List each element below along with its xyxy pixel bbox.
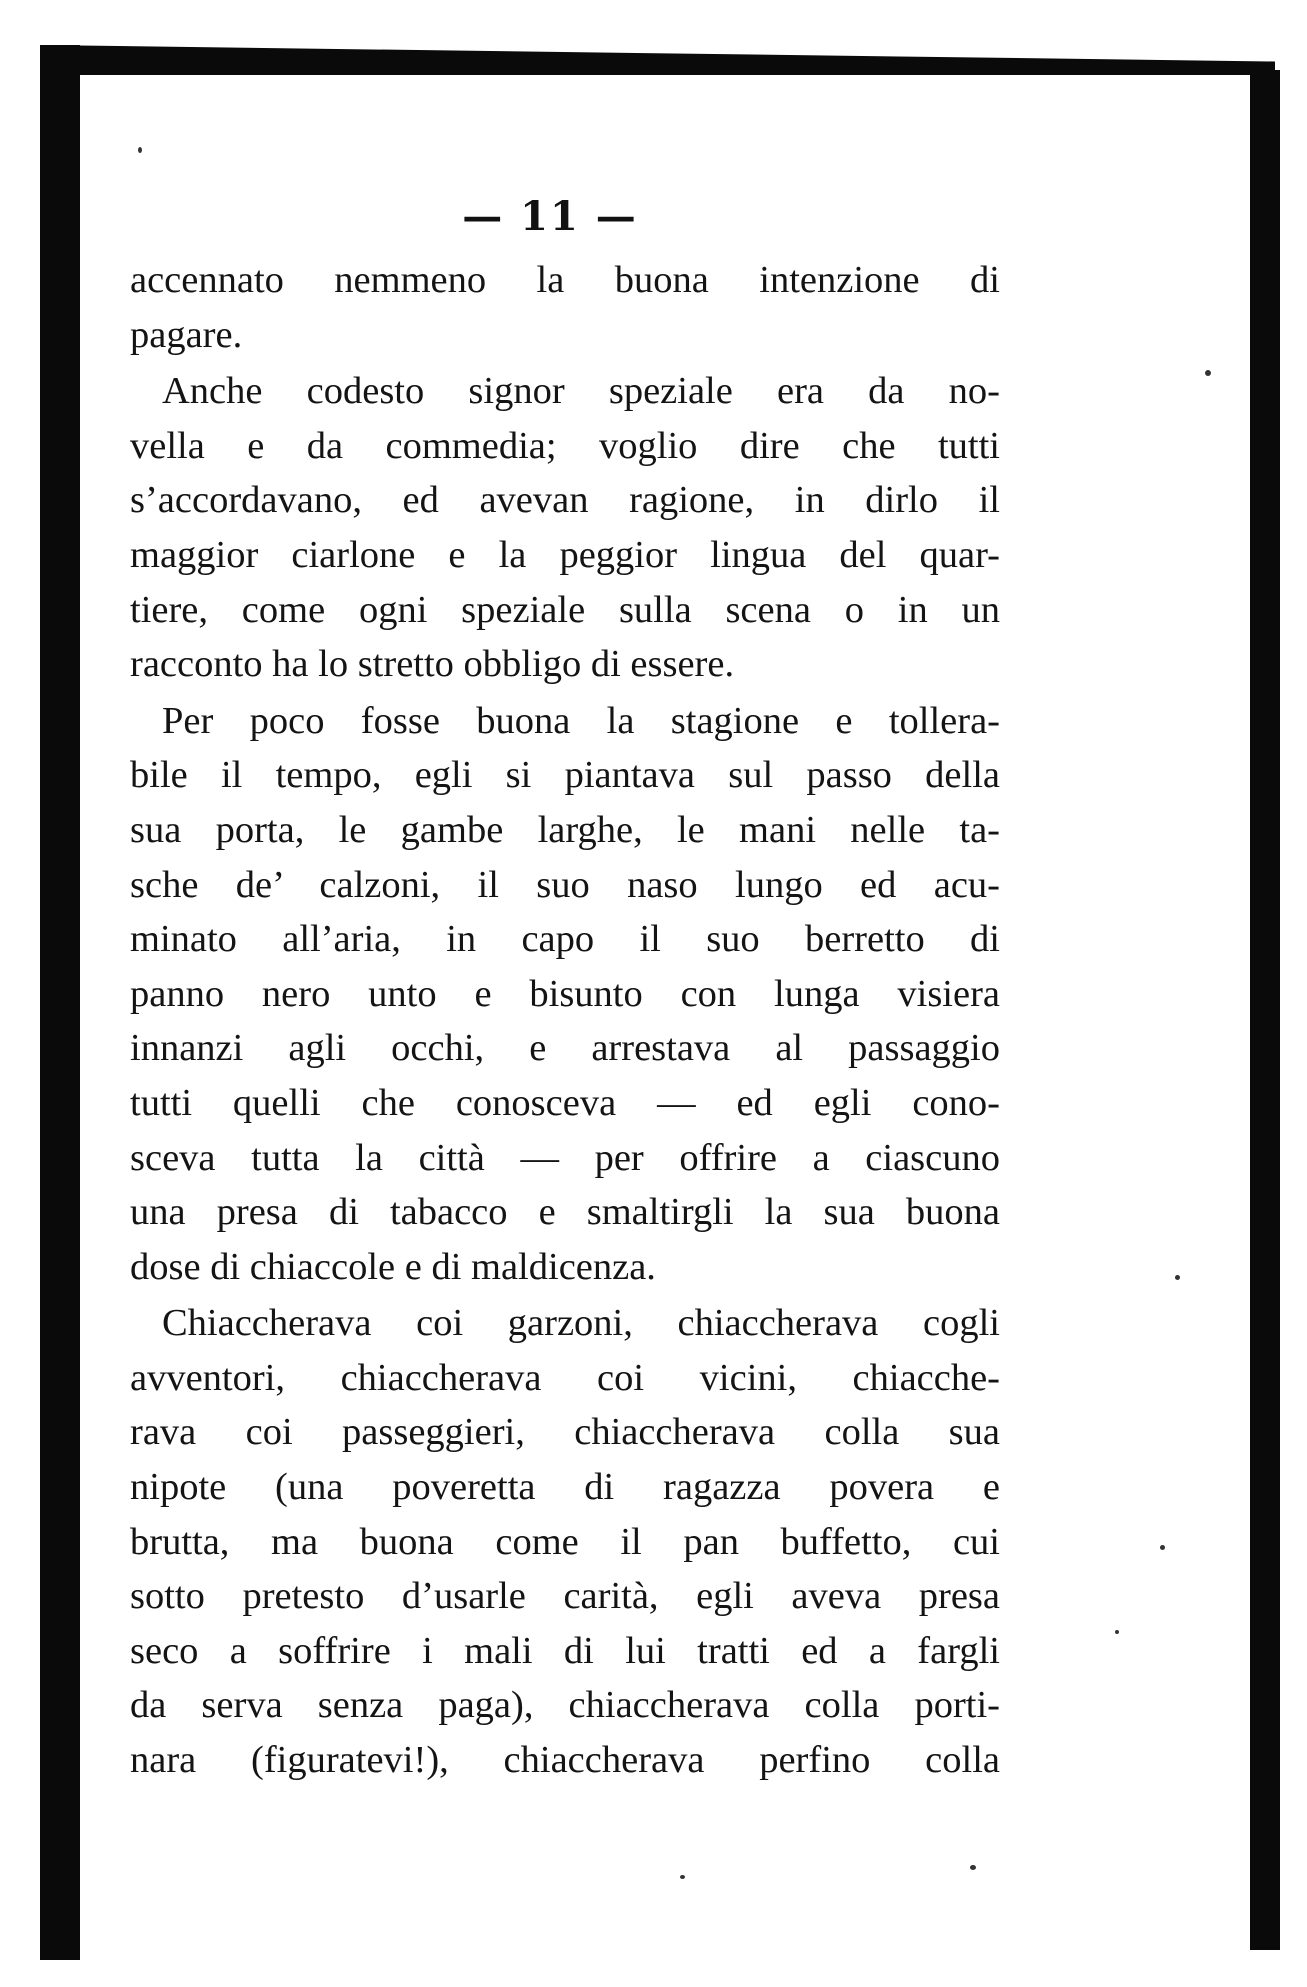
text-line: sotto pretesto d’usarle carità, egli aveva presa <box>130 1575 1000 1618</box>
scan-right-border <box>1250 70 1280 1950</box>
text-line: sche de’ calzoni, il suo naso lungo ed acu- <box>130 863 1000 906</box>
text-line: tiere, come ogni speziale sulla scena o in un <box>130 588 1000 631</box>
scan-top-border <box>40 45 1275 75</box>
text-line: nara (figuratevi!), chiaccherava perfino colla <box>130 1739 1000 1782</box>
text-line: dose di chiaccole e di maldicenza. <box>130 1245 656 1288</box>
text-line: sceva tutta la città — per offrire a ciascuno <box>130 1136 1000 1179</box>
text-line: innanzi agli occhi, e arrestava al passaggio <box>130 1027 1000 1070</box>
text-line: brutta, ma buona come il pan buffetto, cui <box>130 1520 1000 1563</box>
book-page <box>80 75 1250 1938</box>
text-line: bile il tempo, egli si piantava sul passo della <box>130 754 1000 797</box>
text-line: sua porta, le gambe larghe, le mani nelle ta- <box>130 808 1000 851</box>
text-line: tutti quelli che conosceva — ed egli cono- <box>130 1081 1000 1124</box>
text-line: da serva senza paga), chiaccherava colla porti- <box>130 1684 1000 1727</box>
text-line: panno nero unto e bisunto con lunga visiera <box>130 972 1000 1015</box>
text-line: vella e da commedia; voglio dire che tutti <box>130 424 1000 467</box>
text-line: Per poco fosse buona la stagione e tollera- <box>162 699 1000 742</box>
text-line: racconto ha lo stretto obbligo di essere. <box>130 643 735 686</box>
text-line: nipote (una poveretta di ragazza povera e <box>130 1466 1000 1509</box>
text-line: Anche codesto signor speziale era da no- <box>162 370 1000 413</box>
text-line: rava coi passeggieri, chiaccherava colla sua <box>130 1411 1000 1454</box>
text-line: avventori, chiaccherava coi vicini, chiacche- <box>130 1356 1000 1399</box>
text-line: una presa di tabacco e smaltirgli la sua buona <box>130 1191 1000 1234</box>
text-line: accennato nemmeno la buona intenzione di <box>130 259 1000 301</box>
book-binding-edge <box>40 45 80 1960</box>
body-text <box>130 253 1000 1788</box>
paragraph <box>130 253 1000 362</box>
text-line: minato all’aria, in capo il suo berretto di <box>130 918 1000 961</box>
page-number: — 11 — <box>462 193 638 240</box>
text-line: seco a soffrire i mali di lui tratti ed a fargli <box>130 1629 1000 1672</box>
text-line: pagare. <box>130 313 243 356</box>
text-line: Chiaccherava coi garzoni, chiaccherava cogli <box>162 1302 1000 1345</box>
paragraph <box>130 1296 1000 1787</box>
text-line: s’accordavano, ed avevan ragione, in dirlo il <box>130 479 1000 522</box>
paragraph <box>130 694 1000 1295</box>
text-line: maggior ciarlone e la peggior lingua del quar- <box>130 533 1000 576</box>
paragraph <box>130 364 1000 692</box>
